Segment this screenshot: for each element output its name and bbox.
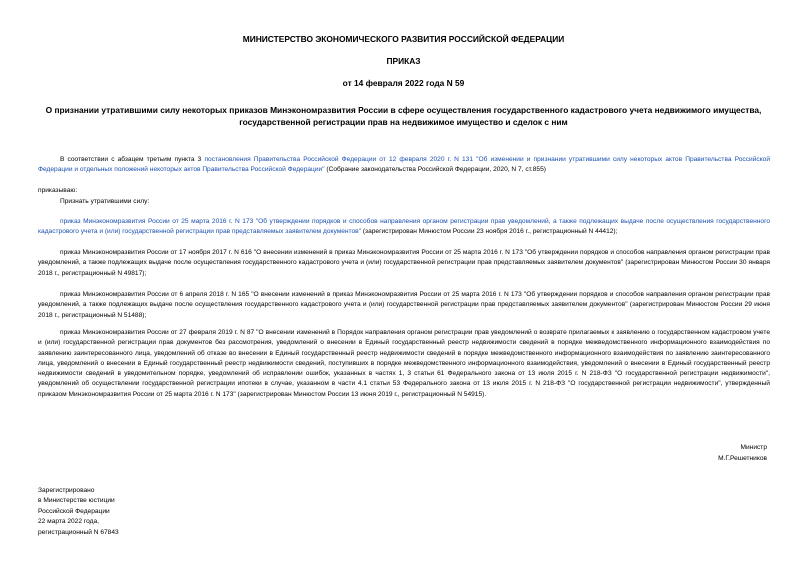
registration-line: регистрационный N 67843 — [38, 528, 119, 536]
item1-order-link[interactable]: приказ Минэкономразвития России от 25 марта 2016 г. N 173 "Об утверждении порядков и способов направления органом регистрации прав уведомлений, а также подлежащих выдаче после осуществления государственного кадастрового учета и (или) государственной регистрации прав представляемых заявителем документов" — [38, 218, 770, 236]
document-type-heading: ПРИКАЗ — [386, 56, 421, 66]
ministry-heading: МИНИСТЕРСТВО ЭКОНОМИЧЕСКОГО РАЗВИТИЯ РОССИЙСКОЙ ФЕДЕРАЦИИ — [242, 34, 565, 44]
intro-paragraph — [38, 155, 770, 176]
prikazyvayu-text: приказываю: — [38, 187, 78, 194]
registration-line: Зарегистрировано — [38, 487, 95, 494]
registration-line: в Министерстве юстиции — [38, 497, 115, 505]
registration-line: 22 марта 2022 года, — [38, 518, 99, 526]
repealed-item-2: приказ Минэкономразвития России от 17 ноября 2017 г. N 616 "О внесении изменений в приказ Минэкономразвития России от 25 марта 2016 г. N 173 "Об утверждении порядков и способов направления органом регистрации прав уведомлений, а также подлежащих выдаче после осуществления государственного кадастрового учета и (или) государственной регистрации прав представляемых заявителем документов" (зарегистрирован Минюстом России 30 января 2018 г., регистрационный N 49817); — [38, 249, 770, 277]
registration-line: Российской Федерации — [38, 507, 110, 515]
item1-text-after: (зарегистрирован Минюстом России 23 ноября 2016 г., регистрационный N 44412); — [361, 228, 618, 236]
repealed-item-1 — [38, 217, 770, 238]
priznat-text: Признать утратившими силу: — [60, 198, 150, 205]
intro-text-after: (Собрание законодательства Российской Федерации, 2020, N 7, ст.855) — [324, 166, 546, 174]
signature-name: М.Г.Решетников — [718, 455, 767, 462]
registration-block — [38, 486, 238, 538]
repealed-item-3: приказ Минэкономразвития России от 6 апреля 2018 г. N 165 "О внесении изменений в приказ Минэкономразвития России от 25 марта 2016 г. N 173 "Об утверждении порядков и способов направления органом регистрации прав уведомлений, а также подлежащих выдаче после осуществления государственного кадастрового учета и (или) государственной регистрации прав представляемых заявителем документов" (зарегистрирован Минюстом России 29 июня 2018 г., регистрационный N 51488); — [38, 291, 770, 319]
document-title: О признании утратившими силу некоторых приказов Минэкономразвития России в сфере осуществления государственного кадастрового учета недвижимого имущества, государственной регистрации прав на недвижимое имущество и сделок с ним — [45, 105, 762, 127]
date-number-heading: от 14 февраля 2022 года N 59 — [342, 78, 465, 88]
signature-position: Министр — [740, 444, 767, 451]
intro-decree-link[interactable]: постановления Правительства Российской Федерации от 12 февраля 2020 г. N 131 "Об изменении и признании утратившими силу некоторых актов Правительства Российской Федерации и отдельных положений некоторых актов Правительства Российской Федерации" — [38, 156, 770, 174]
intro-text-before: В соответствии с абзацем третьим пункта 3 — [60, 156, 205, 163]
repealed-item-4: приказ Минэкономразвития России от 27 февраля 2019 г. N 87 "О внесении изменений в Порядок направления органом регистрации прав уведомлений о возврате прилагаемых к заявлению о государственном кадастровом учете и (или) государственной регистрации прав документов без рассмотрения, уведомлений о внесении в Единый государственный реестр недвижимости сведений в порядке межведомственного информационного взаимодействия по заявлению заинтересованного лица, уведомлений об отказе во внесении в Единый государственный реестр недвижимости сведений в порядке межведомственного информационного взаимодействия по заявлению заинтересованного лица, уведомлений о внесении в Единый государственный реестр недвижимости сведений, поступивших в порядке межведомственного информационного взаимодействия, уведомлений о внесении в Единый государственный реестр недвижимости сведений в уведомительном порядке, уведомлений об исправлении ошибок, указанных в частях 1, 3 статьи 61 Федерального закона от 13 июля 2015 г. N 218-ФЗ "О государственной регистрации недвижимости", уведомлений об осуществлении государственной регистрации ипотеки в случае, указанном в части 4.1 статьи 53 Федерального закона от 13 июля 2015 г. N 218-ФЗ "О государственной регистрации недвижимости", утвержденный приказом Минэкономразвития России от 25 марта 2016 г. N 173" (зарегистрирован Минюстом России 13 июня 2019 г., регистрационный N 54915). — [38, 329, 770, 398]
